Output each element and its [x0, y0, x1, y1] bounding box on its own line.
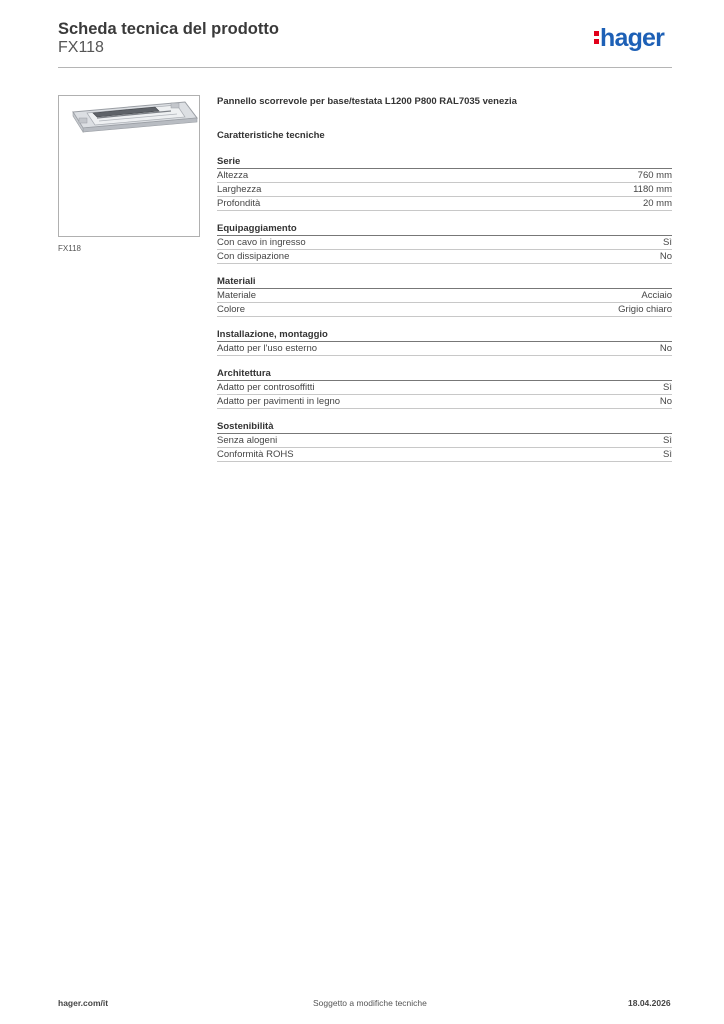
logo-text: hager — [600, 24, 665, 52]
spec-group-materiali — [217, 276, 672, 317]
header-divider — [58, 67, 672, 68]
spec-row — [217, 169, 672, 183]
page-title: Scheda tecnica del prodotto — [58, 20, 279, 38]
spec-row — [217, 197, 672, 211]
spec-label: Materiale — [217, 290, 257, 301]
group-title: Serie — [217, 156, 672, 169]
spec-row — [217, 395, 672, 409]
footer-website-link[interactable]: hager.com/it — [58, 998, 109, 1008]
spec-value: Sì — [663, 435, 672, 446]
spec-row — [217, 448, 672, 462]
group-title: Installazione, montaggio — [217, 329, 672, 342]
spec-value: No — [659, 396, 672, 407]
spec-group-equipaggiamento — [217, 223, 672, 264]
spec-value: 760 mm — [637, 170, 672, 181]
spec-value: Sì — [663, 382, 672, 393]
spec-row — [217, 434, 672, 448]
product-image — [58, 95, 200, 237]
spec-group-installazione — [217, 329, 672, 356]
spec-heading: Caratteristiche tecniche — [217, 130, 325, 141]
spec-label: Senza alogeni — [217, 435, 278, 446]
spec-label: Adatto per pavimenti in legno — [217, 396, 341, 407]
spec-label: Colore — [217, 304, 245, 315]
spec-value: Acciaio — [641, 290, 672, 301]
group-title: Architettura — [217, 368, 672, 381]
spec-value: Grigio chiaro — [618, 304, 672, 315]
group-title: Sostenibilità — [217, 421, 672, 434]
spec-label: Larghezza — [217, 184, 262, 195]
hager-logo — [594, 26, 664, 51]
spec-label: Altezza — [217, 170, 249, 181]
spec-label: Profondità — [217, 198, 261, 209]
spec-row — [217, 289, 672, 303]
footer-note: Soggetto a modifiche tecniche — [313, 998, 427, 1008]
spec-label: Adatto per controsoffitti — [217, 382, 315, 393]
spec-value: No — [659, 343, 672, 354]
spec-row — [217, 303, 672, 317]
spec-label: Con dissipazione — [217, 251, 290, 262]
spec-label: Conformità ROHS — [217, 449, 294, 460]
spec-row — [217, 381, 672, 395]
spec-group-sostenibilita — [217, 421, 672, 462]
logo-dots-icon — [594, 29, 599, 45]
spec-content — [217, 96, 672, 462]
spec-label: Con cavo in ingresso — [217, 237, 306, 248]
spec-row — [217, 342, 672, 356]
spec-value: 1180 mm — [633, 184, 672, 195]
spec-row — [217, 183, 672, 197]
spec-group-serie — [217, 156, 672, 211]
spec-value: Sì — [663, 237, 672, 248]
spec-row — [217, 250, 672, 264]
product-name: Pannello scorrevole per base/testata L1200 P800 RAL7035 venezia — [217, 96, 517, 107]
spec-group-architettura — [217, 368, 672, 409]
product-code: FX118 — [58, 39, 104, 56]
spec-label: Adatto per l'uso esterno — [217, 343, 318, 354]
group-title: Equipaggiamento — [217, 223, 672, 236]
spec-value: 20 mm — [642, 198, 672, 209]
spec-row — [217, 236, 672, 250]
footer-date: 18.04.2026 — [628, 998, 671, 1008]
group-title: Materiali — [217, 276, 672, 289]
sliding-panel-illustration-icon — [59, 96, 199, 236]
spec-value: Sì — [663, 449, 672, 460]
image-caption: FX118 — [58, 244, 81, 253]
spec-value: No — [659, 251, 672, 262]
